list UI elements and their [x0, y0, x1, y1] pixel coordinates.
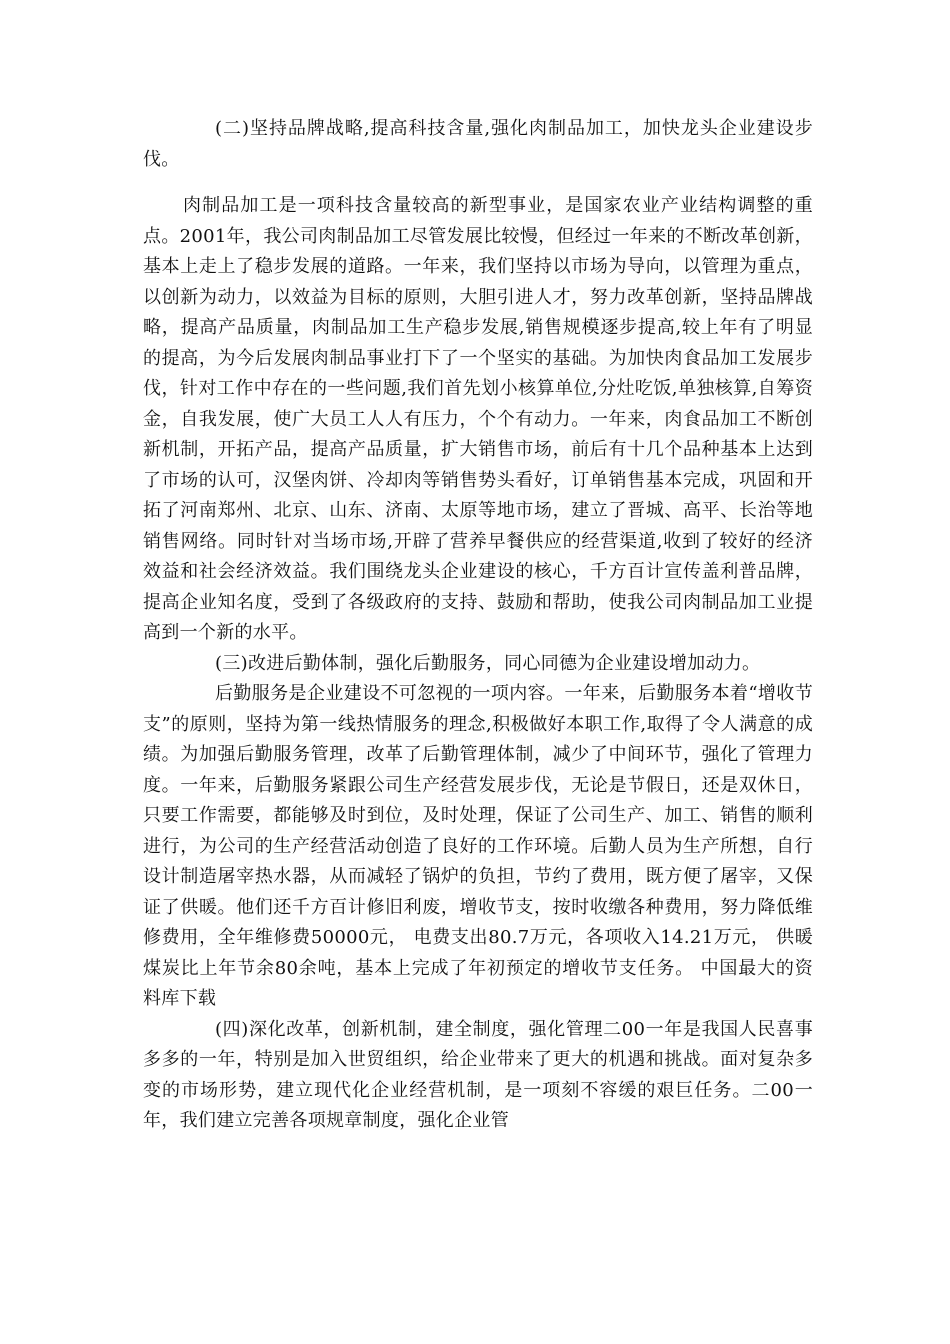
section-2-body: 肉制品加工是一项科技含量较高的新型事业，是国家农业产业结构调整的重点。2001年，我公司肉制品加工尽管发展比较慢，但经过一年来的不断改革创新，基本上走上了稳步发展的道路。一年来，我们坚持以市场为导向，以管理为重点，以创新为动力，以效益为目标的原则，大胆引进人才，努力改革创新，坚持品牌战略，提高产品质量，肉制品加工生产稳步发展,销售规模逐步提高,较上年有了明显的提高，为今后发展肉制品事业打下了一个坚实的基础。为加快肉食品加工发展步伐，针对工作中存在的一些问题,我们首先划小核算单位,分灶吃饭,单独核算,自筹资金，自我发展，使广大员工人人有压力，个个有动力。一年来，肉食品加工不断创新机制，开拓产品，提高产品质量，扩大销售市场，前后有十几个品种基本上达到了市场的认可，汉堡肉饼、冷却肉等销售势头看好，订单销售基本完成，巩固和开拓了河南郑州、北京、山东、济南、太原等地市场，建立了晋城、高平、长治等地销售网络。同时针对当场市场,开辟了营养早餐供应的经营渠道,收到了较好的经济效益和社会经济效益。我们围绕龙头企业建设的核心，千方百计宣传盖利普品牌，提高企业知名度，受到了各级政府的支持、鼓励和帮助，使我公司肉制品加工业提高到一个新的水平。 — [143, 195, 813, 643]
section-3-body: 后勤服务是企业建设不可忽视的一项内容。一年来，后勤服务本着“增收节支”的原则，坚持为第一线热情服务的理念,积极做好本职工作,取得了令人满意的成绩。为加强后勤服务管理，改革了后勤管理体制，减少了中间环节，强化了管理力度。一年来，后勤服务紧跟公司生产经营发展步伐，无论是节假日，还是双休日，只要工作需要，都能够及时到位，及时处理，保证了公司生产、加工、销售的顺利进行，为公司的生产经营活动创造了良好的工作环境。后勤人员为生产所想，自行设计制造屠宰热水器，从而减轻了锅炉的负担，节约了费用，既方便了屠宰，又保证了供暖。他们还千方百计修旧利废，增收节支，按时收缴各种费用，努力降低维修费用，全年维修费50000元， 电费支出80.7万元，各项收入14.21万元， 供暖煤炭比上年节余80余吨，基本上完成了年初预定的增收节支任务。 中国最大的资料库下载 — [143, 683, 813, 1009]
section-4-body: (四)深化改革，创新机制，建全制度，强化管理二00一年是我国人民喜事多多的一年，特别是加入世贸组织，给企业带来了更大的机遇和挑战。面对复杂多变的市场形势，建立现代化企业经营机制，是一项刻不容缓的艰巨任务。二00一年，我们建立完善各项规章制度，强化企业管 — [143, 1018, 813, 1131]
section-2-heading: (二)坚持品牌战略,提高科技含量,强化肉制品加工，加快龙头企业建设步伐。 — [143, 118, 813, 170]
section-3-heading: (三)改进后勤体制，强化后勤服务，同心同德为企业建设增加动力。 — [215, 652, 761, 674]
document-page — [143, 114, 813, 1137]
